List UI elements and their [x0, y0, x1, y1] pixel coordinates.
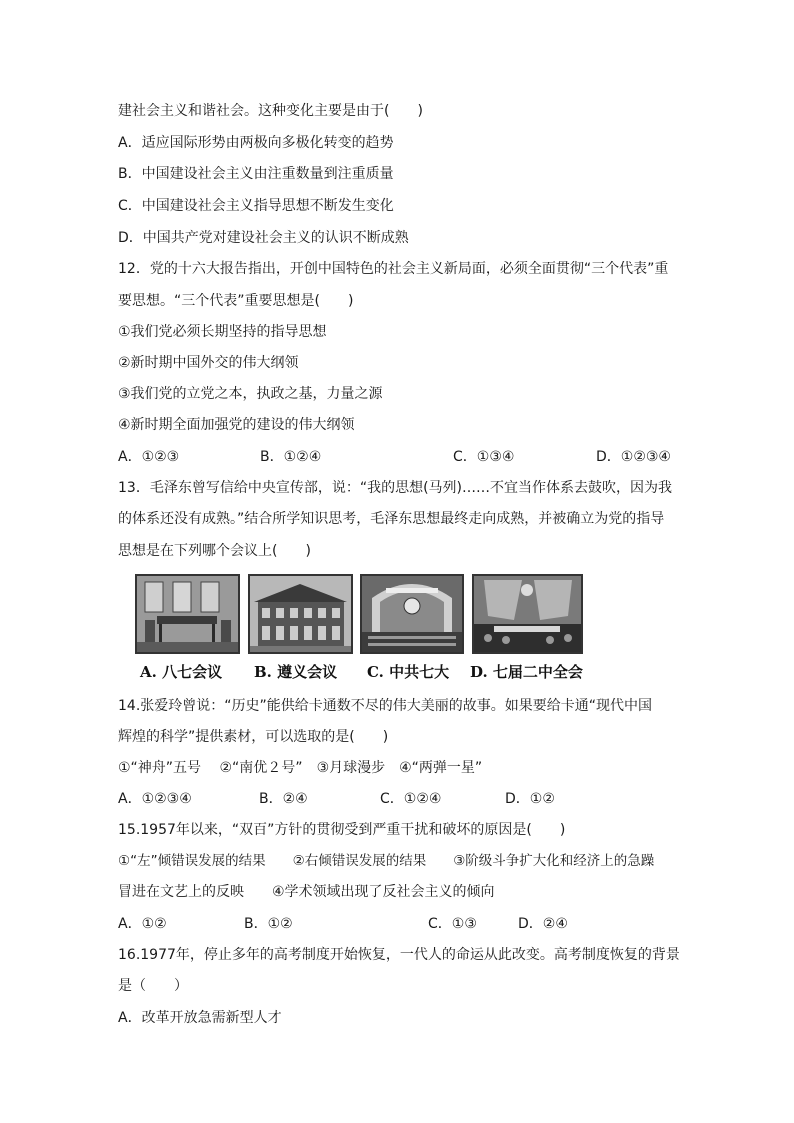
q12-option-b: B．①②④ — [260, 449, 322, 465]
q14-option-c: C．①②④ — [380, 791, 442, 807]
q12-option-c: C．①③④ — [453, 449, 515, 465]
q15-option-a: A．①② — [118, 916, 167, 932]
q14-option-b: B．②④ — [259, 791, 308, 807]
q12-stem-line1: 12．党的十六大报告指出，开创中国特色的社会主义新局面，必须全面贯彻“三个代表”重 — [118, 261, 669, 277]
q11-option-d: D．中国共产党对建设社会主义的认识不断成熟 — [118, 230, 409, 246]
q11-option-b: B．中国建设社会主义由注重数量到注重质量 — [118, 166, 394, 182]
q13-stem-line3: 思想是在下列哪个会议上( ) — [118, 543, 311, 559]
q14-option-a: A．①②③④ — [118, 791, 192, 807]
q11-option-a: A．适应国际形势由两极向多极化转变的趋势 — [118, 135, 394, 151]
q12-option-d: D．①②③④ — [596, 449, 671, 465]
q12-item-1: ①我们党必须长期坚持的指导思想 — [118, 324, 327, 340]
q16-stem-line2: 是（ ） — [118, 978, 188, 994]
q14-option-d: D．①② — [505, 791, 555, 807]
q12-item-2: ②新时期中国外交的伟大纲领 — [118, 355, 299, 371]
q12-item-4: ④新时期全面加强党的建设的伟大纲领 — [118, 417, 355, 433]
q13-caption-a: A. 八七会议 — [140, 663, 223, 681]
q15-stem: 15.1957年以来，“双百”方针的贯彻受到严重干扰和破坏的原因是( ) — [118, 822, 566, 838]
q13-caption-c: C. 中共七大 — [367, 663, 450, 681]
q15-option-b: B．①② — [244, 916, 293, 932]
q15-items-line2: 冒进在文艺上的反映 ④学术领域出现了反社会主义的倾向 — [118, 884, 495, 900]
q11-stem: 建社会主义和谐社会。这种变化主要是由于( ) — [118, 103, 423, 119]
q14-stem-line1: 14.张爱玲曾说：“历史”能供给卡通数不尽的伟大美丽的故事。如果要给卡通“现代中国 — [118, 698, 653, 714]
q13-caption-b: B. 遵义会议 — [254, 663, 338, 681]
q13-caption-d: D. 七届二中全会 — [470, 663, 583, 681]
q13-stem-line1: 13．毛泽东曾写信给中央宣传部，说：“我的思想(马列)……不宜当作体系去鼓吹，因为我 — [118, 480, 672, 496]
q12-item-3: ③我们党的立党之本，执政之基，力量之源 — [118, 386, 383, 402]
photo-bayi-meeting-room — [135, 574, 240, 654]
q15-items-line1: ①“左”倾错误发展的结果 ②右倾错误发展的结果 ③阶级斗争扩大化和经济上的急躁 — [118, 853, 655, 869]
q12-stem-line2: 要思想。“三个代表”重要思想是( ) — [118, 293, 354, 309]
photo-seventh-congress-hall — [360, 574, 464, 654]
q15-option-d: D．②④ — [518, 916, 568, 932]
photo-zunyi-building — [248, 574, 353, 654]
q13-stem-line2: 的体系还没有成熟。”结合所学知识思考，毛泽东思想最终走向成熟，并被确立为党的指导 — [118, 511, 665, 527]
q14-items: ①“神舟”五号 ②“南优２号” ③月球漫步 ④“两弹一星” — [118, 760, 483, 776]
q16-stem-line1: 16.1977年，停止多年的高考制度开始恢复，一代人的命运从此改变。高考制度恢复的背景 — [118, 947, 680, 963]
q14-stem-line2: 辉煌的科学”提供素材，可以选取的是( ) — [118, 729, 389, 745]
q15-option-c: C．①③ — [428, 916, 477, 932]
q11-option-c: C．中国建设社会主义指导思想不断发生变化 — [118, 198, 394, 214]
photo-second-plenary-session — [472, 574, 583, 654]
q12-option-a: A．①②③ — [118, 449, 180, 465]
q16-option-a: A．改革开放急需新型人才 — [118, 1010, 282, 1026]
